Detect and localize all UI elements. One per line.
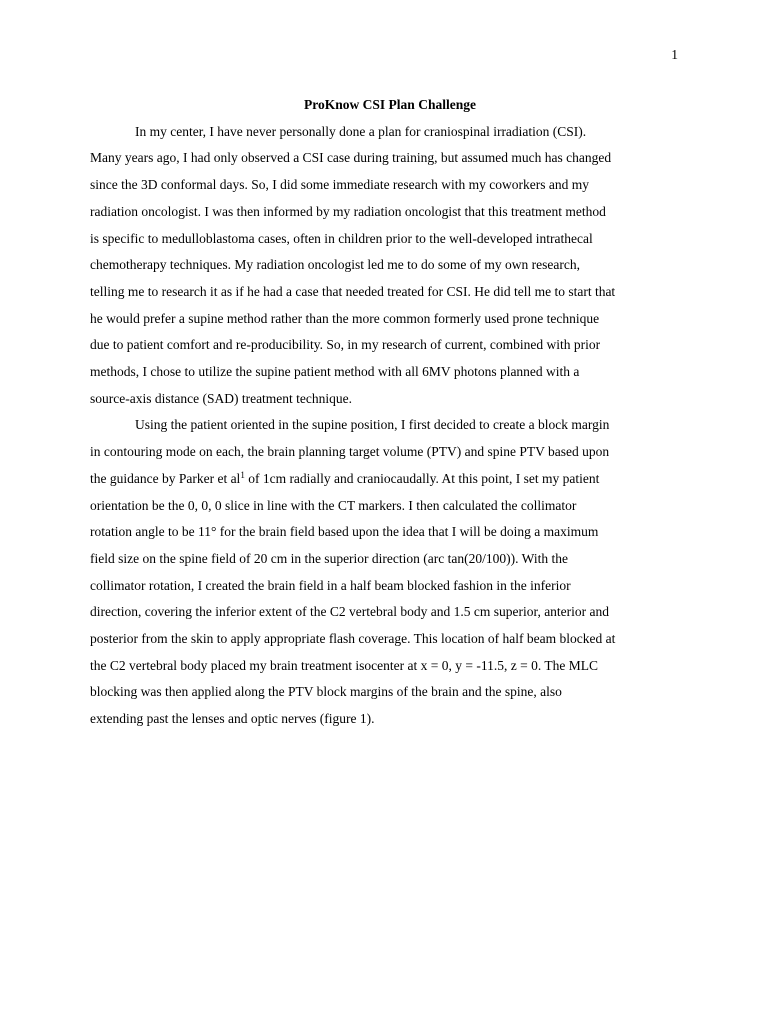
text-segment: of 1cm radially and craniocaudally. At this point, I set my patient: [244, 470, 600, 486]
text-line: blocking was then applied along the PTV block margins of the brain and the spine, also: [90, 684, 562, 700]
document-title: ProKnow CSI Plan Challenge: [304, 97, 476, 112]
text-line: the C2 vertebral body placed my brain treatment isocenter at x = 0, y = -11.5, z = 0. The MLC: [90, 657, 598, 673]
text-line: telling me to research it as if he had a case that needed treated for CSI. He did tell me to start that: [90, 283, 616, 299]
paragraph-1: [90, 119, 690, 413]
paragraph-2: [90, 412, 690, 732]
text-line: since the 3D conformal days. So, I did some immediate research with my coworkers and my: [90, 177, 589, 193]
text-line: orientation be the 0, 0, 0 slice in line with the CT markers. I then calculated the collimator: [90, 497, 577, 513]
citation-superscript: 1: [240, 469, 245, 480]
text-line: methods, I chose to utilize the supine patient method with all 6MV photons planned with a: [90, 364, 580, 380]
text-line: Many years ago, I had only observed a CSI case during training, but assumed much has changed: [90, 150, 612, 166]
text-line: chemotherapy techniques. My radiation oncologist led me to do some of my own research,: [90, 257, 580, 273]
text-line: extending past the lenses and optic nerves (figure 1).: [90, 711, 375, 727]
text-line: he would prefer a supine method rather than the more common formerly used prone technique: [90, 310, 600, 326]
text-line: rotation angle to be 11° for the brain field based upon the idea that I will be doing a maximum: [90, 524, 599, 540]
text-line: field size on the spine field of 20 cm in the superior direction (arc tan(20/100)). With the: [90, 550, 568, 566]
text-line: radiation oncologist. I was then informed by my radiation oncologist that this treatment method: [90, 203, 606, 219]
text-line: collimator rotation, I created the brain field in a half beam blocked fashion in the inferior: [90, 577, 571, 593]
page-number: 1: [671, 47, 678, 62]
text-line: is specific to medulloblastoma cases, often in children prior to the well-developed intrathecal: [90, 230, 593, 246]
text-segment: the guidance by Parker et al: [90, 470, 241, 486]
text-line: In my center, I have never personally done a plan for craniospinal irradiation (CSI).: [135, 123, 587, 139]
text-line: Using the patient oriented in the supine position, I first decided to create a block margin: [135, 417, 610, 433]
text-line: posterior from the skin to apply appropriate flash coverage. This location of half beam blocked at: [90, 631, 616, 647]
text-line: due to patient comfort and re-producibility. So, in my research of current, combined with prior: [90, 337, 601, 353]
text-line: source-axis distance (SAD) treatment technique.: [90, 390, 353, 406]
text-line-with-citation: [90, 466, 690, 493]
document-body: [90, 92, 690, 733]
text-line: in contouring mode on each, the brain planning target volume (PTV) and spine PTV based upon: [90, 444, 610, 460]
text-line: direction, covering the inferior extent of the C2 vertebral body and 1.5 cm superior, anterior and: [90, 604, 610, 620]
